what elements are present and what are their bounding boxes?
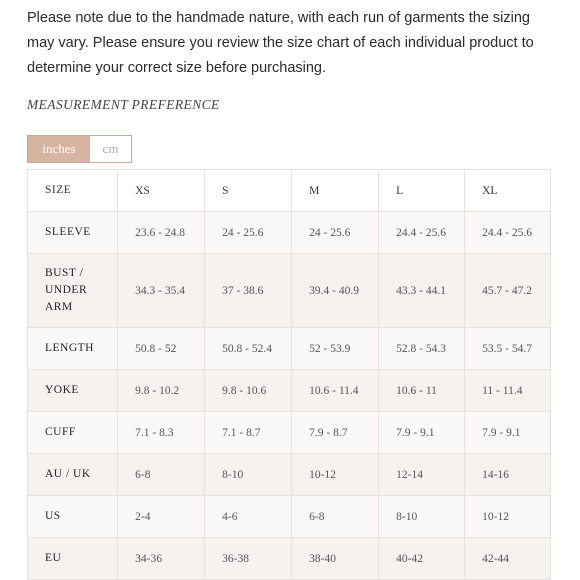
table-header-row	[28, 170, 551, 212]
row-label: LENGTH	[28, 328, 118, 370]
table-cell: 8-10	[205, 454, 292, 496]
row-label: SLEEVE	[28, 212, 118, 254]
row-label: AU / UK	[28, 454, 118, 496]
header-size-xl: XL	[465, 170, 551, 212]
table-cell: 23.6 - 24.8	[118, 212, 205, 254]
table-row	[28, 496, 551, 538]
size-chart-table	[27, 169, 551, 580]
sizing-note: Please note due to the handmade nature, with each run of garments the sizing may vary. Please ensure you review the size chart of each individual product to determine your correct size before purchasing.	[27, 10, 534, 76]
table-cell: 10.6 - 11.4	[292, 370, 379, 412]
table-cell: 37 - 38.6	[205, 254, 292, 328]
table-cell: 52.8 - 54.3	[379, 328, 465, 370]
cm-option[interactable]: cm	[90, 136, 131, 162]
table-cell: 9.8 - 10.2	[118, 370, 205, 412]
table-cell: 14-16	[465, 454, 551, 496]
table-row	[28, 212, 551, 254]
table-cell: 10.6 - 11	[379, 370, 465, 412]
table-cell: 50.8 - 52	[118, 328, 205, 370]
table-cell: 53.5 - 54.7	[465, 328, 551, 370]
row-label: EU	[28, 538, 118, 580]
table-cell: 45.7 - 47.2	[465, 254, 551, 328]
header-size-m: M	[292, 170, 379, 212]
row-label: BUST / UNDER ARM	[28, 254, 118, 328]
table-row	[28, 328, 551, 370]
table-cell: 42-44	[465, 538, 551, 580]
measurement-preference-title: MEASUREMENT PREFERENCE	[27, 97, 220, 112]
table-cell: 6-8	[292, 496, 379, 538]
table-cell: 50.8 - 52.4	[205, 328, 292, 370]
header-size-label: SIZE	[28, 170, 118, 212]
table-cell: 10-12	[292, 454, 379, 496]
table-row	[28, 538, 551, 580]
table-cell: 4-6	[205, 496, 292, 538]
table-cell: 7.1 - 8.7	[205, 412, 292, 454]
table-cell: 40-42	[379, 538, 465, 580]
row-label: US	[28, 496, 118, 538]
table-cell: 10-12	[465, 496, 551, 538]
table-cell: 7.9 - 9.1	[379, 412, 465, 454]
row-label: YOKE	[28, 370, 118, 412]
table-cell: 7.9 - 9.1	[465, 412, 551, 454]
table-row	[28, 370, 551, 412]
table-cell: 24.4 - 25.6	[465, 212, 551, 254]
table-cell: 24.4 - 25.6	[379, 212, 465, 254]
table-cell: 34.3 - 35.4	[118, 254, 205, 328]
table-cell: 6-8	[118, 454, 205, 496]
row-label: CUFF	[28, 412, 118, 454]
table-cell: 9.8 - 10.6	[205, 370, 292, 412]
table-cell: 24 - 25.6	[292, 212, 379, 254]
header-size-xs: XS	[118, 170, 205, 212]
unit-toggle	[27, 135, 132, 163]
table-row	[28, 254, 551, 328]
table-cell: 7.9 - 8.7	[292, 412, 379, 454]
table-cell: 39.4 - 40.9	[292, 254, 379, 328]
table-cell: 24 - 25.6	[205, 212, 292, 254]
table-cell: 7.1 - 8.3	[118, 412, 205, 454]
inches-option[interactable]: inches	[28, 136, 90, 162]
table-cell: 34-36	[118, 538, 205, 580]
table-cell: 8-10	[379, 496, 465, 538]
table-row	[28, 412, 551, 454]
table-cell: 2-4	[118, 496, 205, 538]
table-cell: 38-40	[292, 538, 379, 580]
table-cell: 36-38	[205, 538, 292, 580]
table-cell: 12-14	[379, 454, 465, 496]
header-size-l: L	[379, 170, 465, 212]
table-cell: 11 - 11.4	[465, 370, 551, 412]
table-cell: 52 - 53.9	[292, 328, 379, 370]
header-size-s: S	[205, 170, 292, 212]
table-row	[28, 454, 551, 496]
table-cell: 43.3 - 44.1	[379, 254, 465, 328]
